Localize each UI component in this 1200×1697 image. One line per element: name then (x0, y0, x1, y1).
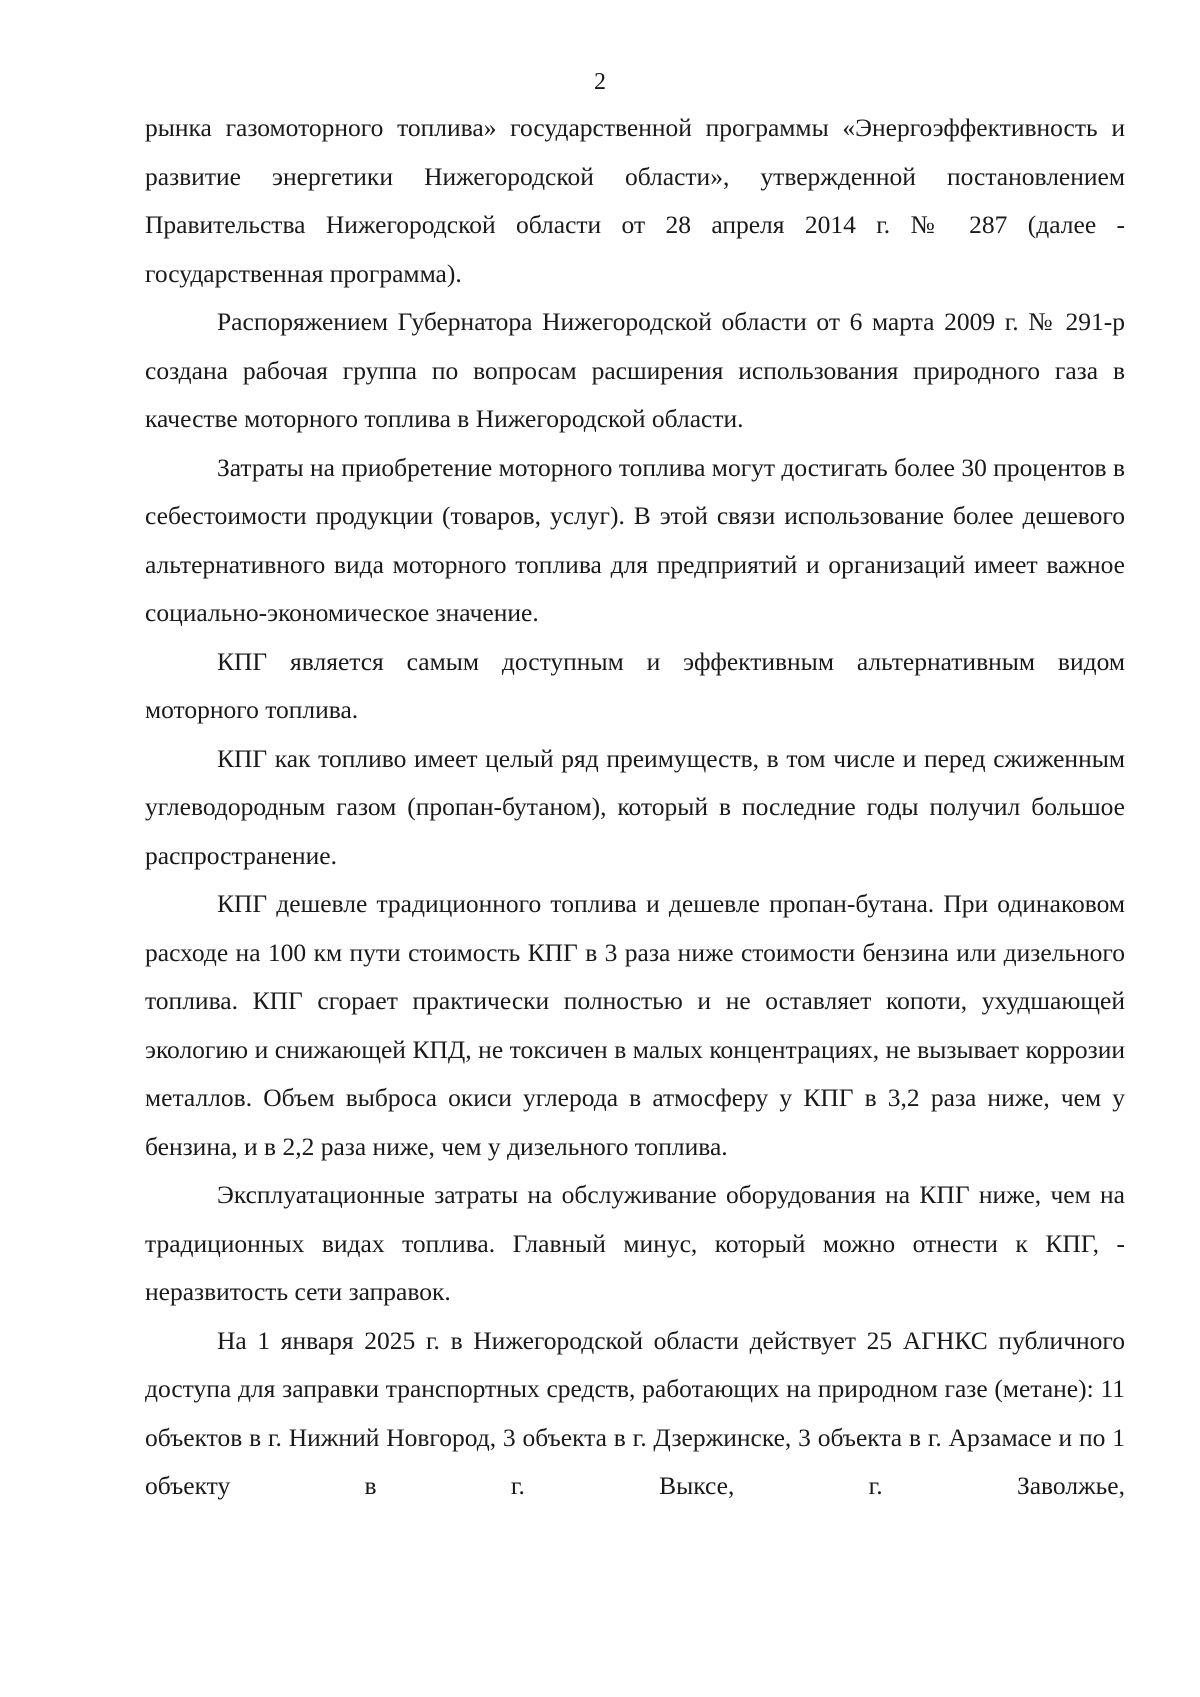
paragraph-working-group: Распоряжением Губернатора Нижегородской области от 6 марта 2009 г. № 291-р создана рабочая группа по вопросам расширения использования природного газа в качестве моторного топлива в Нижегородской области. (145, 307, 1125, 433)
paragraph-cng-availability: КПГ является самым доступным и эффективным альтернативным видом моторного топлива. (145, 646, 1125, 724)
paragraph-cng-advantages: КПГ как топливо имеет целый ряд преимуществ, в том числе и перед сжиженным углеводородным газом (пропан-бутаном), который в последние годы получил большое распространение. (145, 743, 1125, 870)
document-body (145, 104, 1125, 1511)
paragraph-filling-stations: На 1 января 2025 г. в Нижегородской области действует 25 АГНКС публичного доступа для заправки транспортных средств, работающих на природном газе (метане): 11 объектов в г. Нижний Новгород, 3 объекта в г. Дзержинске, 3 объекта в г. Арзамасе и по 1 объекту в г. Выксе, г. Заволжье, (145, 1325, 1125, 1500)
paragraph-intro-continuation: рынка газомоторного топлива» государственной программы «Энергоэффективность и развитие энергетики Нижегородской области», утвержденной постановлением Правительства Нижегородской области от 28 апреля 2014 г. № 287 (далее - государственная программа). (145, 113, 1125, 288)
page-number: 2 (594, 69, 606, 95)
paragraph-cng-cost-comparison: КПГ дешевле традиционного топлива и дешевле пропан-бутана. При одинаковом расходе на 100 км пути стоимость КПГ в 3 раза ниже стоимости бензина или дизельного топлива. КПГ сгорает практически полностью и не оставляет копоти, ухудшающей экологию и снижающей КПД, не токсичен в малых концентрациях, не вызывает коррозии металлов. Объем выброса окиси углерода в атмосферу у КПГ в 3,2 раза ниже, чем у бензина, и в 2,2 раза ниже, чем у дизельного топлива. (145, 889, 1125, 1161)
paragraph-operating-costs: Эксплуатационные затраты на обслуживание оборудования на КПГ ниже, чем на традиционных видах топлива. Главный минус, который можно отнести к КПГ, - неразвитость сети заправок. (145, 1180, 1125, 1306)
paragraph-fuel-costs: Затраты на приобретение моторного топлива могут достигать более 30 процентов в себестоимости продукции (товаров, услуг). В этой связи использование более дешевого альтернативного вида моторного топлива для предприятий и организаций имеет важное социально-экономическое значение. (145, 452, 1125, 627)
